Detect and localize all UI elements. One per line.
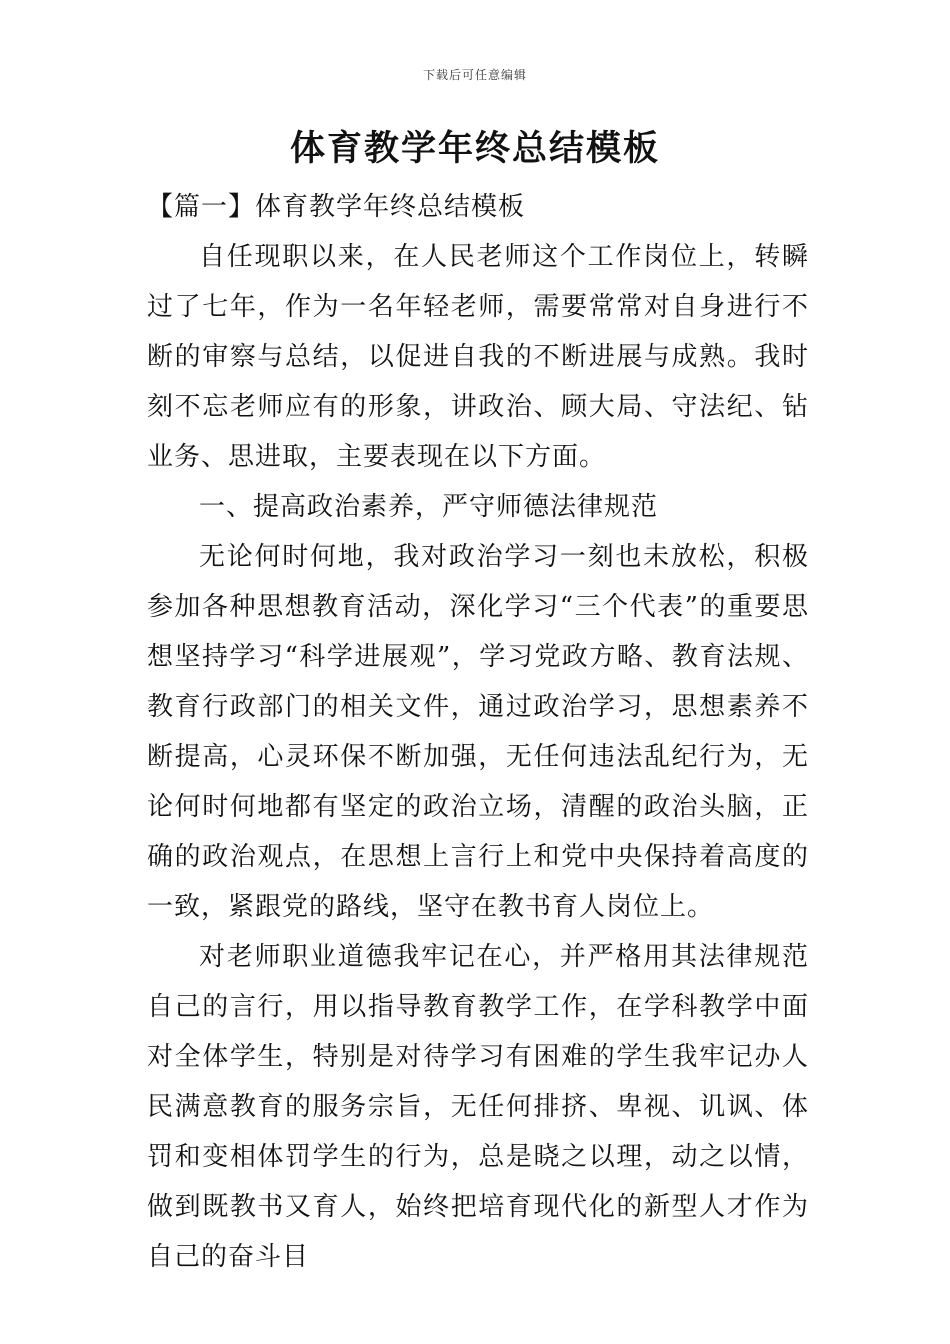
document-body: [147, 182, 809, 1282]
header-note: 下载后可任意编辑: [422, 68, 527, 82]
section-point-heading: 一、提高政治素养，严守师德法律规范: [199, 492, 659, 522]
section-heading: 【篇一】体育教学年终总结模板: [147, 192, 526, 222]
document-title: 体育教学年终总结模板: [289, 129, 660, 169]
paragraph-1: 自任现职以来，在人民老师这个工作岗位上，转瞬过了七年，作为一名年轻老师，需要常常对自身进行不断的审察与总结，以促进自我的不断进展与成熟。我时刻不忘老师应有的形象，讲政治、顾大局、守法纪、钻业务、思进取，主要表现在以下方面。: [147, 242, 809, 472]
paragraph-3: 对老师职业道德我牢记在心，并严格用其法律规范自己的言行，用以指导教育教学工作，在学科教学中面对全体学生，特别是对待学习有困难的学生我牢记办人民满意教育的服务宗旨，无任何排挤、卑视、讥讽、体罚和变相体罚学生的行为，总是晓之以理，动之以情，做到既教书又育人，始终把培育现代化的新型人才作为自己的奋斗目: [147, 942, 809, 1272]
paragraph-2: 无论何时何地，我对政治学习一刻也未放松，积极参加各种思想教育活动，深化学习“三个代表”的重要思想坚持学习“科学进展观”，学习党政方略、教育法规、教育行政部门的相关文件，通过政治学习，思想素养不断提高，心灵环保不断加强，无任何违法乱纪行为，无论何时何地都有坚定的政治立场，清醒的政治头脑，正确的政治观点，在思想上言行上和党中央保持着高度的一致，紧跟党的路线，坚守在教书育人岗位上。: [147, 542, 809, 922]
